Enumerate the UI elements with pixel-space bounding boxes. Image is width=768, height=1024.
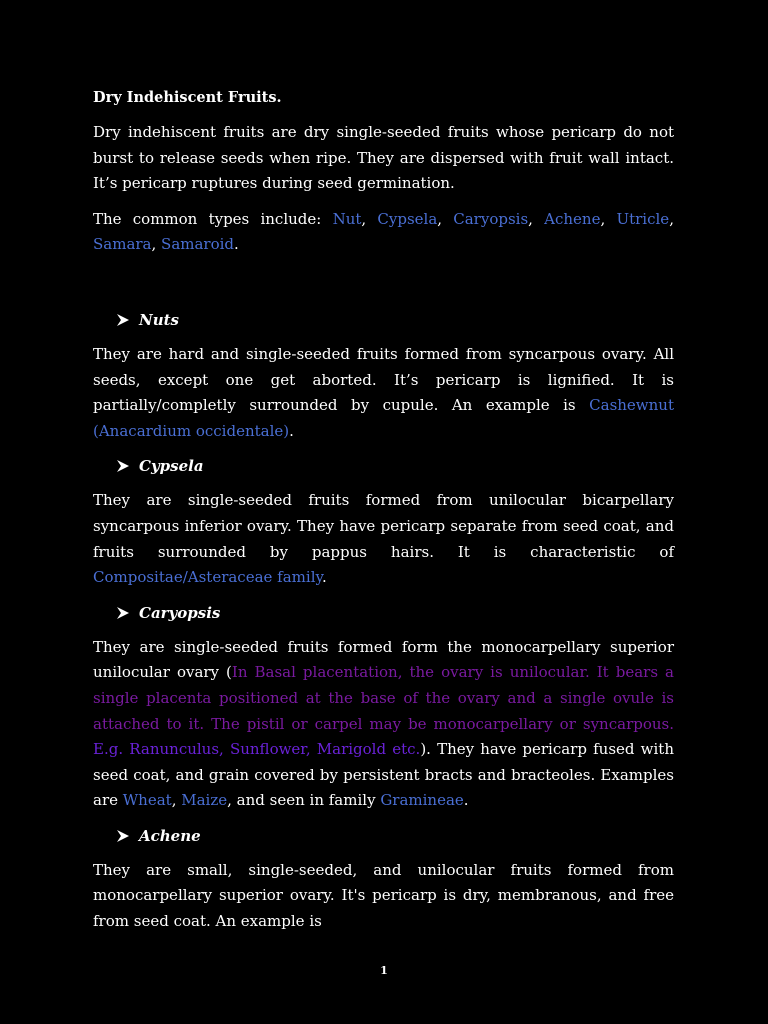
- caryopsis-paragraph: [93, 635, 674, 814]
- compositae-link[interactable]: Compositae/Asteraceae family: [93, 568, 322, 587]
- caryopsis-text: They are single-seeded fruits formed form the monocarpellary superior unilocular ovary (: [93, 637, 674, 682]
- document-page: [93, 86, 674, 945]
- gramineae-link[interactable]: Gramineae: [380, 791, 464, 810]
- type-separator: ,: [600, 209, 617, 228]
- nuts-text: They are hard and single-seeded fruits formed from syncarpous ovary. All seeds, except one get aborted. It’s pericarp is lignified. It is partially/completly surrounded by cupule. An example is: [93, 344, 674, 415]
- caryopsis-family-text: , and seen in family: [227, 791, 381, 810]
- type-separator: ,: [437, 209, 454, 228]
- type-link-samaroid[interactable]: Samaroid: [161, 235, 235, 254]
- basal-placentation-note: In Basal placentation, the ovary is unilocular. It bears a single placenta positioned at the base of the ovary and a single ovule is attached to it. The pistil or carpel may be monocarpellary or syncarpous.: [93, 663, 674, 733]
- type-link-cypsela[interactable]: Cypsela: [377, 209, 438, 228]
- nuts-end-punctuation: .: [289, 421, 294, 440]
- type-separator: ,: [361, 209, 378, 228]
- arrow-bullet-icon: [115, 605, 131, 621]
- type-link-achene[interactable]: Achene: [544, 209, 601, 228]
- type-link-utricle[interactable]: Utricle: [616, 209, 670, 228]
- example-separator: ,: [171, 791, 182, 810]
- section-heading-cypsela: [93, 454, 674, 478]
- section-heading-label: Cypsela: [139, 457, 204, 476]
- section-heading-caryopsis: [93, 601, 674, 625]
- nuts-paragraph: [93, 342, 674, 444]
- caryopsis-end-punctuation: .: [463, 791, 469, 810]
- section-heading-nuts: [93, 308, 674, 332]
- intro-paragraph: Dry indehiscent fruits are dry single-seeded fruits whose pericarp do not burst to release seeds when ripe. They are dispersed with fruit wall intact. It’s pericarp ruptures during seed germination.: [93, 123, 674, 193]
- page-number: 1: [380, 964, 388, 977]
- type-separator: ,: [151, 235, 162, 254]
- common-types-paragraph: [93, 207, 674, 258]
- cypsela-end-punctuation: .: [321, 568, 327, 587]
- common-types-prefix: The common types include:: [93, 209, 333, 228]
- examples-note: E.g. Ranunculus, Sunflower, Marigold etc.: [93, 740, 421, 759]
- cypsela-text: They are single-seeded fruits formed from unilocular bicarpellary syncarpous inferior ovary. They have pericarp separate from seed coat, and fruits surrounded by pappus hairs. It is characteristic of: [93, 491, 674, 561]
- section-heading-label: Achene: [139, 826, 201, 845]
- type-link-samara[interactable]: Samara: [93, 235, 152, 254]
- section-heading-achene: [93, 824, 674, 848]
- caryopsis-text-continued: ). They have pericarp fused with seed coat, and grain covered by persistent bracts and bracteoles. Examples are: [93, 740, 674, 810]
- arrow-bullet-icon: [115, 312, 131, 328]
- achene-paragraph: They are small, single-seeded, and unilocular fruits formed from monocarpellary superior ovary. It's pericarp is dry, membranous, and free from seed coat. An example is: [93, 860, 674, 931]
- cypsela-paragraph: [93, 488, 674, 590]
- maize-link[interactable]: Maize: [181, 791, 228, 810]
- document-title: Dry Indehiscent Fruits.: [93, 89, 282, 106]
- arrow-bullet-icon: [115, 828, 131, 844]
- cashewnut-link[interactable]: Cashewnut (Anacardium occidentale): [93, 396, 674, 440]
- wheat-link[interactable]: Wheat: [122, 791, 172, 810]
- section-heading-label: Caryopsis: [139, 603, 221, 622]
- type-link-nut[interactable]: Nut: [332, 209, 362, 228]
- section-heading-label: Nuts: [139, 310, 179, 329]
- type-separator: ,: [528, 209, 545, 228]
- type-link-caryopsis[interactable]: Caryopsis: [453, 209, 529, 228]
- types-end-punctuation: .: [234, 235, 239, 254]
- arrow-bullet-icon: [115, 458, 131, 474]
- type-separator: ,: [669, 209, 674, 228]
